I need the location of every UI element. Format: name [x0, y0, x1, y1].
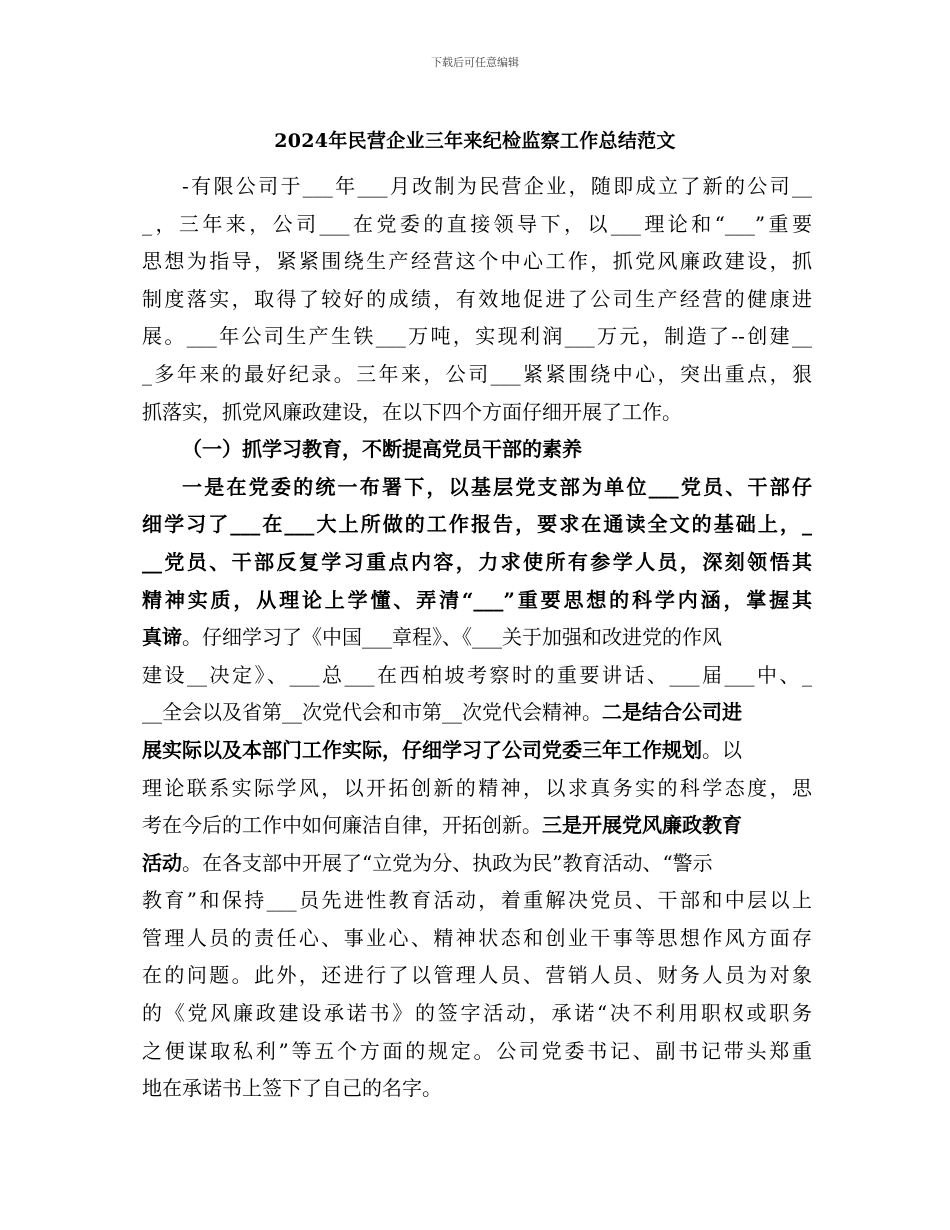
text-run: __全会以及省第__次党代会和市第__次党代会精神。: [142, 700, 602, 725]
text-run: 考在今后的工作中如何廉洁自律，开拓创新。: [142, 813, 542, 838]
paragraph-line: __党员、干部反复学习重点内容，力求使所有参学人员，深刻领悟其: [142, 549, 812, 574]
paragraph-line: 思想为指导，紧紧围绕生产经营这个中心工作，抓党风廉政建设，抓: [142, 249, 812, 274]
paragraph-line: 细学习了___在___大上所做的工作报告，要求在通读全文的基础上，_: [142, 512, 812, 537]
text-run: 。在各支部中开展了“立党为分、执政为民”教育活动、“警示: [182, 850, 713, 875]
paragraph-line: _，三年来，公司___在党委的直接领导下，以___理论和“___”重要: [142, 211, 812, 236]
bold-run: 活动: [142, 850, 182, 875]
bold-run: 真谛: [142, 625, 182, 650]
paragraph-line: _多年来的最好纪录。三年来，公司___紧紧围绕中心，突出重点，狠: [142, 361, 812, 386]
text-run: 。仔细学习了《中国___章程》、《___关于加强和改进党的作风: [182, 625, 722, 650]
paragraph-line: 建设__决定》、___总___在西柏坡考察时的重要讲话、___届___中、_: [142, 662, 812, 687]
paragraph-line: 教育”和保持___员先进性教育活动，着重解决党员、干部和中层以上: [142, 888, 812, 913]
bold-run: 三是开展党风廉政教育: [542, 813, 742, 838]
paragraph-line: 制度落实，取得了较好的成绩，有效地促进了公司生产经营的健康进: [142, 286, 812, 311]
paragraph-line: [142, 619, 812, 657]
document-title: 2024年民营企业三年来纪检监察工作总结范文: [274, 130, 676, 152]
document-body: [142, 168, 812, 1108]
text-run: 。以: [702, 737, 742, 762]
bold-run: 展实际以及本部门工作实际，仔细学习了公司党委三年工作规划: [142, 737, 702, 762]
paragraph-line: 理论联系实际学风，以开拓创新的精神，以求真务实的科学态度，思: [142, 775, 812, 800]
paragraph-line: [142, 845, 812, 883]
paragraph-line: [142, 732, 812, 770]
paragraph-line: 精神实质，从理论上学懂、弄清“___”重要思想的科学内涵，掌握其: [142, 587, 812, 612]
paragraph-line: 一是在党委的统一布署下，以基层党支部为单位___党员、干部仔: [182, 474, 812, 499]
paragraph-line: 展。___年公司生产生铁___万吨，实现利润___万元，制造了--创建__: [142, 324, 812, 349]
paragraph-line: 管理人员的责任心、事业心、精神状态和创业干事等思想作风方面存: [142, 925, 812, 950]
paragraph-line: -有限公司于___年___月改制为民营企业，随即成立了新的公司__: [182, 174, 812, 198]
paragraph-line: 的《党风廉政建设承诺书》的签字活动，承诺“决不利用职权或职务: [142, 1001, 812, 1026]
page-header-note: 下载后可任意编辑: [431, 56, 519, 69]
paragraph-line: 地在承诺书上签下了自己的名字。: [142, 1076, 442, 1101]
paragraph-line: 在的问题。此外，还进行了以管理人员、营销人员、财务人员为对象: [142, 963, 812, 988]
paragraph-line: 之便谋取私利”等五个方面的规定。公司党委书记、副书记带头郑重: [142, 1038, 812, 1063]
paragraph-line: 抓落实，抓党风廉政建设，在以下四个方面仔细开展了工作。: [142, 399, 682, 424]
section-heading: （一）抓学习教育，不断提高党员干部的素养: [182, 437, 582, 462]
paragraph-line: [142, 807, 812, 845]
paragraph-line: [142, 694, 812, 732]
bold-run: 二是结合公司进: [602, 700, 742, 725]
